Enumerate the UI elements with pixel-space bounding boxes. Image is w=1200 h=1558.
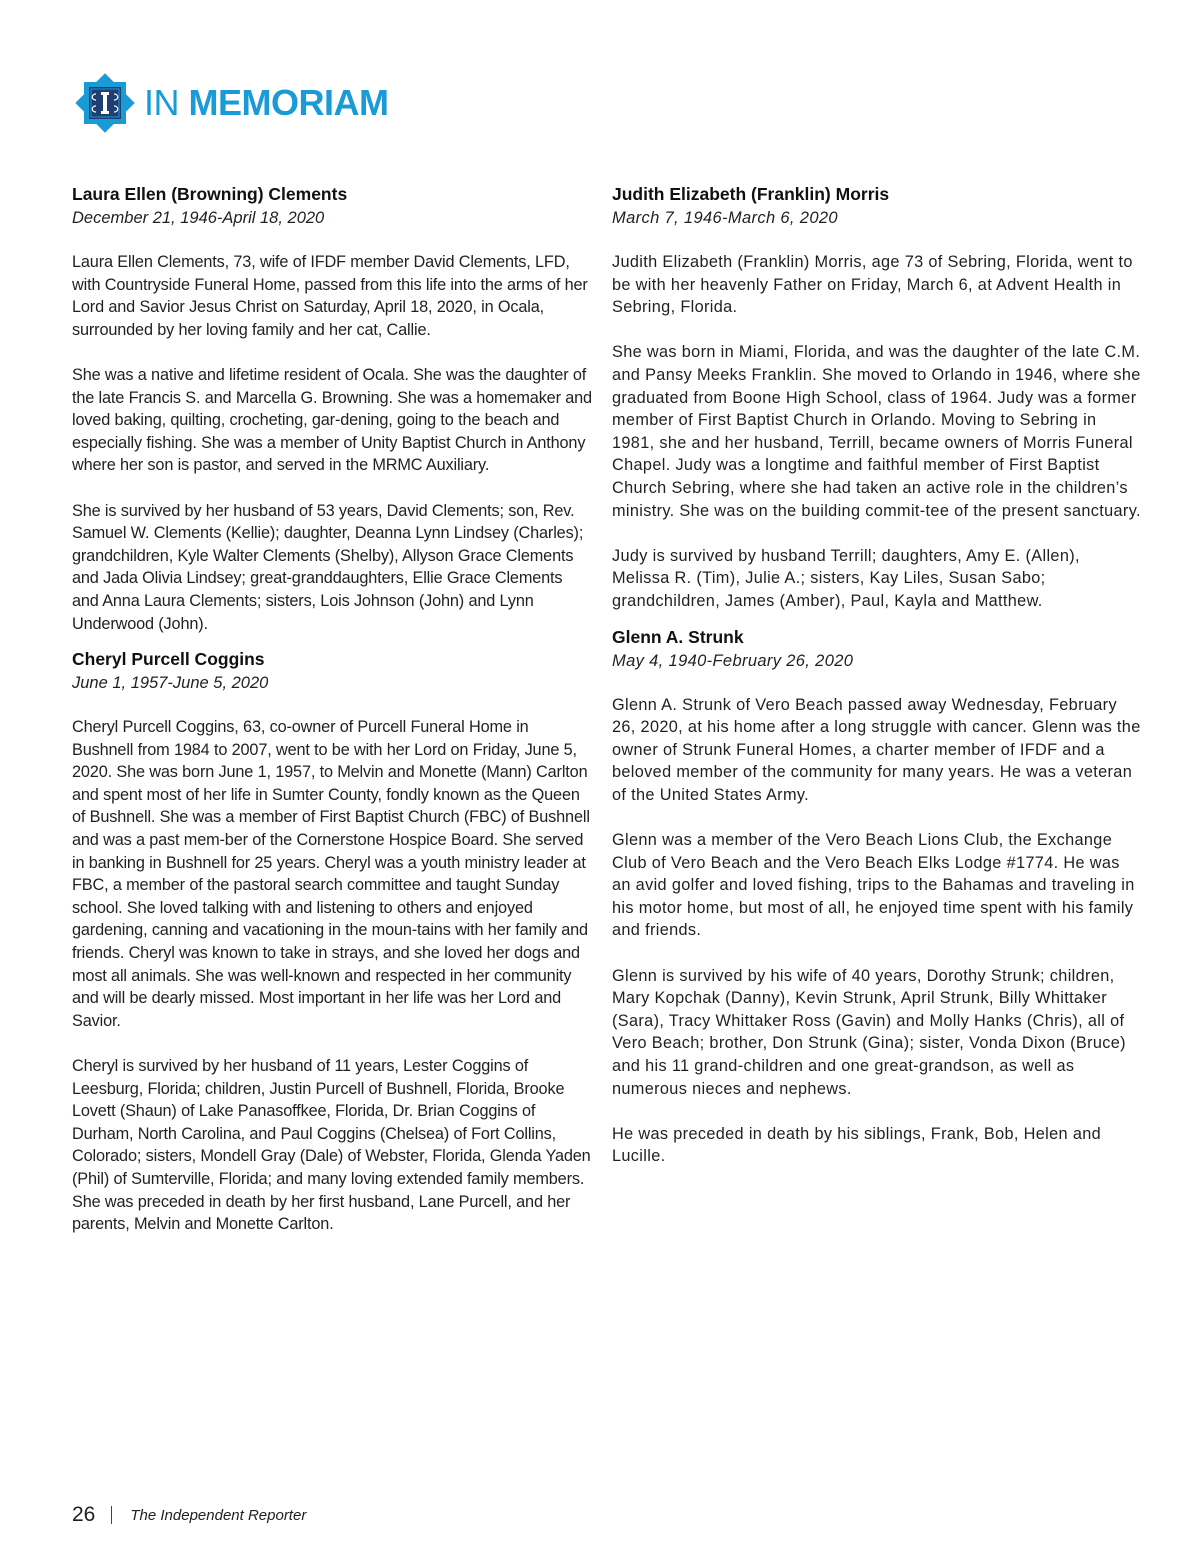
- left-column: [72, 182, 592, 1248]
- obituary-paragraph: She was born in Miami, Florida, and was the daughter of the late C.M. and Pansy Meeks Franklin. She moved to Orlando in 1946, where she graduated from Boone High School, class of 1964. Judy was a former member of First Baptist Church in Orlando. Moving to Sebring in 1981, she and her husband, Terrill, became owners of Morris Funeral Chapel. Judy was a longtime and faithful member of First Baptist Church Sebring, where she had taken an active role in the children’s ministry. She was on the building commit-tee of the present sanctuary.: [612, 343, 1141, 520]
- obituary-entry: [612, 182, 1142, 613]
- section-header: [72, 70, 389, 136]
- obituary-paragraph: Judith Elizabeth (Franklin) Morris, age 73 of Sebring, Florida, went to be with her heavenly Father on Friday, March 6, at Advent Health in Sebring, Florida.: [612, 253, 1133, 317]
- right-column: [612, 182, 1142, 1180]
- obituary-dates: May 4, 1940-February 26, 2020: [612, 651, 854, 670]
- obituary-dates: December 21, 1946-April 18, 2020: [72, 209, 325, 227]
- obituary-paragraph: She was a native and lifetime resident of Ocala. She was the daughter of the late Francis S. and Marcella G. Browning. She was a homemaker and loved baking, quilting, crocheting, gar-dening, going to the beach and especially fishing. She was a member of Unity Baptist Church in Anthony where her son is pastor, and served in the MRMC Auxiliary.: [72, 365, 592, 475]
- obituary-paragraph: Glenn is survived by his wife of 40 years, Dorothy Strunk; children, Mary Kopchak (Danny), Kevin Strunk, April Strunk, Billy Whittaker (Sara), Tracy Whittaker Ross (Gavin) and Molly Hanks (Chris), all of Vero Beach; brother, Don Strunk (Gina); sister, Vonda Dixon (Bruce) and his 11 grand-children and one great-grandson, as well as numerous nieces and nephews.: [612, 966, 1126, 1098]
- section-title: [144, 82, 389, 123]
- obituary-paragraph: She is survived by her husband of 53 years, David Clements; son, Rev. Samuel W. Clements (Kellie); daughter, Deanna Lynn Lindsey (Charles); grandchildren, Kyle Walter Clements (Shelby), Allyson Grace Clements and Jada Olivia Lindsey; great-granddaughters, Ellie Grace Clements and Anna Laura Clements; sisters, Lois Johnson (John) and Lynn Underwood (John).: [72, 501, 584, 633]
- obituary-paragraph: Cheryl is survived by her husband of 11 years, Lester Coggins of Leesburg, Florida; children, Justin Purcell of Bushnell, Florida, Brooke Lovett (Shaun) of Lake Panasoffkee, Florida, Dr. Brian Coggins of Durham, North Carolina, and Paul Coggins (Chelsea) of Fort Collins, Colorado; sisters, Mondell Gray (Dale) of Webster, Florida, Glenda Yaden (Phil) of Sumterville, Florida; and many loving extended family members. She was preceded in death by her first husband, Lane Purcell, and her parents, Melvin and Monette Carlton.: [72, 1057, 591, 1234]
- title-bold: MEMORIAM: [188, 82, 389, 123]
- obituary-paragraph: Judy is survived by husband Terrill; daughters, Amy E. (Allen), Melissa R. (Tim), Julie A.; sisters, Kay Liles, Susan Sabo; grandchildren, James (Amber), Paul, Kayla and Matthew.: [612, 546, 1080, 610]
- page-footer: [72, 1500, 306, 1530]
- footer-divider: [111, 1506, 112, 1524]
- page-number: 26: [72, 1503, 96, 1526]
- obituary-paragraph: He was preceded in death by his siblings, Frank, Bob, Helen and Lucille.: [612, 1124, 1102, 1166]
- obituary-paragraph: Cheryl Purcell Coggins, 63, co-owner of Purcell Funeral Home in Bushnell from 1984 to 2007, went to be with her Lord on Friday, June 5, 2020. She was born June 1, 1957, to Melvin and Monette (Mann) Carlton and spent most of her life in Sumter County, fondly known as the Queen of Bushnell. She was a member of First Baptist Church (FBC) of Bushnell and was a past mem-ber of the Cornerstone Hospice Board. She served in banking in Bushnell for 25 years. Cheryl was a youth ministry leader at FBC, a member of the pastoral search committee and taught Sunday school. She loved talking with and listening to others and enjoyed gardening, canning and vacationing in the moun-tains with her family and friends. Cheryl was known to take in strays, and she loved her dogs and most all animals. She was well-known and respected in her community and will be dearly missed. Most important in her life was her Lord and Savior.: [72, 718, 590, 1030]
- obituary-entry: [72, 182, 592, 635]
- obituary-paragraph: Glenn A. Strunk of Vero Beach passed away Wednesday, February 26, 2020, at his home after a long struggle with cancer. Glenn was the owner of Strunk Funeral Homes, a charter member of IFDF and a beloved member of the community for many years. He was a veteran of the United States Army.: [612, 695, 1141, 804]
- title-light: IN: [144, 82, 179, 123]
- obituary-name: Cheryl Purcell Coggins: [72, 649, 265, 670]
- obituary-paragraph: Glenn was a member of the Vero Beach Lions Club, the Exchange Club of Vero Beach and the Vero Beach Elks Lodge #1774. He was an avid golfer and loved fishing, trips to the Bahamas and traveling in his motor home, but most of all, he enjoyed time spent with his family and friends.: [612, 831, 1135, 940]
- publication-name: The Independent Reporter: [130, 1506, 307, 1524]
- obituary-dates: June 1, 1957-June 5, 2020: [72, 674, 269, 693]
- obituary-name: Judith Elizabeth (Franklin) Morris: [612, 184, 890, 204]
- obituary-dates: March 7, 1946-March 6, 2020: [612, 209, 838, 227]
- ifdf-emblem-icon: [72, 70, 138, 136]
- obituary-name: Glenn A. Strunk: [612, 626, 744, 647]
- obituary-entry: [612, 625, 1142, 1168]
- obituary-name: Laura Ellen (Browning) Clements: [72, 184, 348, 204]
- obituary-paragraph: Laura Ellen Clements, 73, wife of IFDF member David Clements, LFD, with Countryside Funeral Home, passed from this life into the arms of her Lord and Savior Jesus Christ on Saturday, April 18, 2020, in Ocala, surrounded by her loving family and her cat, Callie.: [72, 253, 588, 339]
- obituary-entry: [72, 647, 592, 1236]
